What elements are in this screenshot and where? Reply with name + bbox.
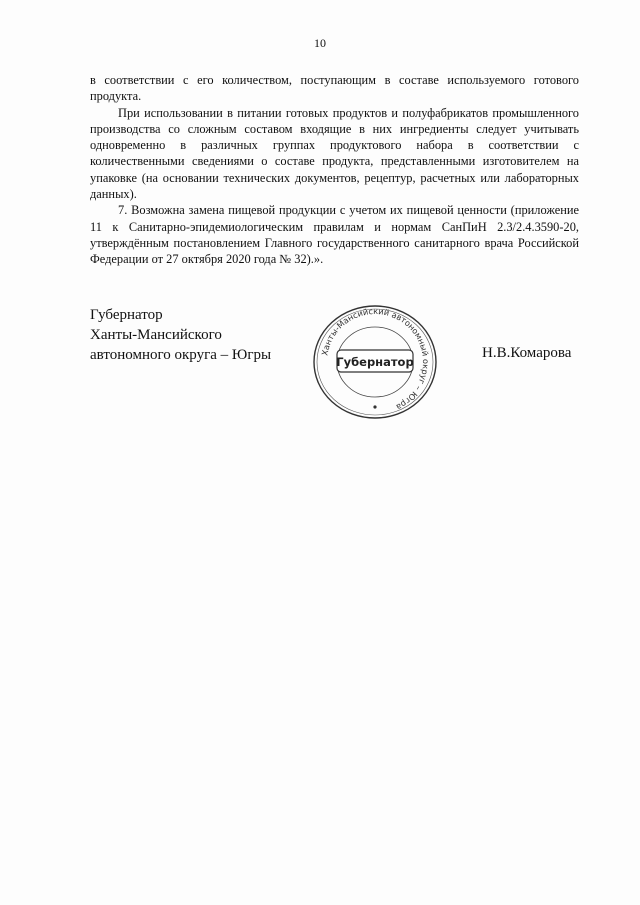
page-number: 10 (314, 36, 326, 50)
signatory-title-line: Ханты-Мансийского (90, 327, 222, 343)
paragraph-item-7: 7. Возможна замена пищевой продукции с учетом их пищевой ценности (приложение 11 к Санитарно-эпидемиологическим правилам и нормам СанПиН 2.3/2.4.3590-20, утверждённым постановлением Главного государственного санитарного врача Российской Федерации от 27 октября 2020 года № 32).». (90, 203, 579, 267)
signatory-title (90, 305, 271, 365)
seal-center-text: Губернатор (336, 355, 414, 369)
seal-graphic (311, 303, 439, 421)
paragraph-ingredients: При использовании в питании готовых продуктов и полуфабрикатов промышленного производства со сложным составом входящие в них ингредиенты следует учитывать одновременно в различных группах продуктового набора в соответствии с количественными сведениями о составе продукта, представленными изготовителем на упаковке (на основании технических документов, рецептур, расчетных или лабораторных данных). (90, 105, 579, 202)
official-seal (311, 303, 439, 421)
paragraph-continuation: в соответствии с его количеством, поступающим в составе используемого готового продукта. (90, 73, 579, 104)
document-body (90, 72, 579, 268)
seal-ring-text: Ханты-Мансийский автономный округ – Югра (319, 305, 432, 413)
signatory-title-line: Губернатор (90, 307, 163, 323)
signatory-name: Н.В.Комарова (482, 345, 572, 361)
signatory-title-line: автономного округа – Югры (90, 347, 272, 363)
